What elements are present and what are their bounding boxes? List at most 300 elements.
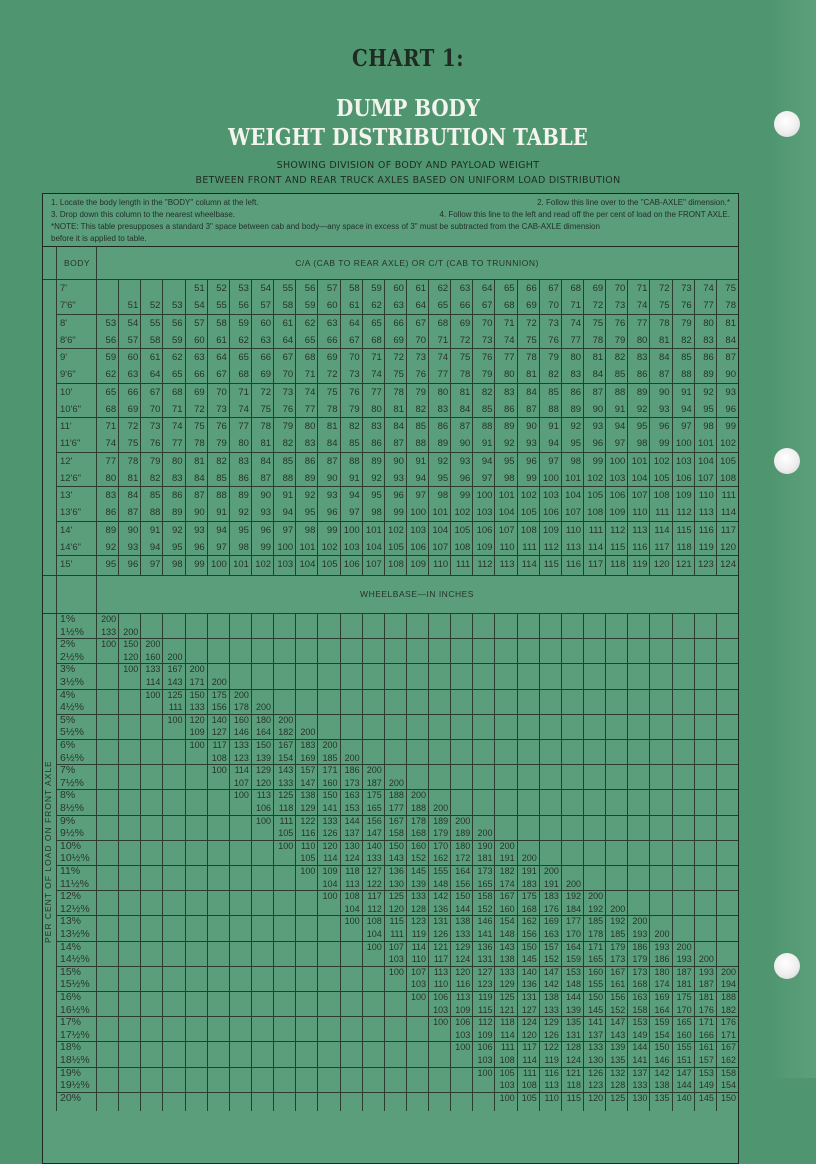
column-divider xyxy=(362,279,363,575)
cab-axle-cell: 88 xyxy=(349,455,360,467)
cab-axle-cell: 88 xyxy=(681,369,692,381)
wheelbase-cell: 103 xyxy=(388,954,404,965)
cab-axle-cell: 88 xyxy=(548,403,559,415)
cab-axle-cell: 82 xyxy=(415,403,427,415)
body-length-label: 10'6" xyxy=(60,403,82,415)
percent-load-label: 19½% xyxy=(60,1079,90,1092)
cab-axle-cell: 84 xyxy=(526,386,537,398)
wheelbase-cell: 148 xyxy=(433,878,449,889)
wheelbase-cell: 151 xyxy=(676,1055,692,1065)
wheelbase-cell: 170 xyxy=(565,929,582,939)
cab-axle-cell: 58 xyxy=(282,300,294,312)
wheelbase-cell: 113 xyxy=(345,878,360,889)
cab-axle-cell: 86 xyxy=(504,403,515,415)
cab-axle-cell: 65 xyxy=(171,369,183,381)
cab-axle-cell: 82 xyxy=(216,455,227,467)
cab-axle-cell: 105 xyxy=(653,472,670,484)
percent-load-label: 13½% xyxy=(60,928,90,940)
cab-axle-cell: 91 xyxy=(481,438,493,450)
cab-axle-cell: 70 xyxy=(415,334,427,346)
wheelbase-cell: 110 xyxy=(301,840,316,851)
column-divider xyxy=(694,613,695,1111)
cab-axle-cell: 99 xyxy=(592,455,604,467)
wheelbase-cell: 100 xyxy=(433,1017,449,1028)
wheelbase-cell: 112 xyxy=(367,903,382,914)
wheelbase-cell: 122 xyxy=(543,1042,559,1053)
body-length-label: 12'6" xyxy=(60,472,82,484)
row-divider xyxy=(56,663,738,664)
cab-axle-cell: 118 xyxy=(610,559,626,570)
percent-load-label: 13% xyxy=(60,915,82,928)
cab-axle-cell: 64 xyxy=(149,369,161,381)
column-divider xyxy=(406,613,407,1111)
cab-axle-cell: 106 xyxy=(476,524,493,536)
wheelbase-cell: 103 xyxy=(411,979,427,990)
cab-axle-cell: 104 xyxy=(565,490,582,501)
cab-axle-cell: 116 xyxy=(632,541,648,553)
wheelbase-cell: 158 xyxy=(720,1067,736,1078)
wheelbase-cell: 171 xyxy=(189,677,205,687)
wheelbase-cell: 123 xyxy=(411,916,427,927)
cab-axle-cell: 51 xyxy=(127,300,139,312)
cab-axle-cell: 87 xyxy=(592,386,604,398)
cab-axle-cell: 56 xyxy=(171,317,183,329)
cab-axle-cell: 91 xyxy=(149,524,161,536)
percent-load-label: 8½% xyxy=(60,802,84,814)
wheelbase-cell: 156 xyxy=(366,815,382,826)
wheelbase-cell: 116 xyxy=(455,979,471,990)
cab-axle-cell: 79 xyxy=(282,421,294,432)
wheelbase-cell: 171 xyxy=(322,765,338,776)
wheelbase-cell: 120 xyxy=(388,903,404,914)
cab-axle-cell: 94 xyxy=(681,403,692,415)
wheelbase-cell: 131 xyxy=(477,954,493,965)
cab-axle-cell: 67 xyxy=(481,300,493,312)
column-divider xyxy=(295,613,296,1111)
cab-axle-cell: 66 xyxy=(326,334,338,346)
cab-axle-cell: 78 xyxy=(526,352,537,363)
cab-axle-cell: 77 xyxy=(570,334,582,346)
cab-axle-cell: 96 xyxy=(459,472,471,484)
wheelbase-cell: 108 xyxy=(211,752,227,763)
cab-axle-cell: 96 xyxy=(658,421,670,432)
cab-axle-cell: 67 xyxy=(282,352,294,363)
percent-load-label: 16% xyxy=(60,991,82,1003)
body-length-label: 12' xyxy=(60,455,73,467)
cab-axle-cell: 68 xyxy=(504,300,515,312)
cab-axle-cell: 95 xyxy=(304,507,316,519)
wheelbase-cell: 127 xyxy=(477,966,493,977)
wheelbase-cell: 165 xyxy=(477,878,493,889)
cab-axle-cell: 101 xyxy=(233,559,249,570)
wheelbase-cell: 193 xyxy=(676,954,692,965)
cab-axle-cell: 112 xyxy=(610,524,626,536)
cab-axle-cell: 73 xyxy=(415,352,427,363)
wheelbase-cell: 167 xyxy=(388,815,404,826)
cab-axle-cell: 79 xyxy=(548,352,559,363)
cab-axle-cell: 52 xyxy=(216,283,227,294)
cab-axle-cell: 71 xyxy=(105,421,117,432)
cab-axle-cell: 93 xyxy=(260,507,272,519)
cab-axle-cell: 83 xyxy=(636,352,648,363)
cab-axle-cell: 66 xyxy=(127,386,139,398)
wheelbase-cell: 108 xyxy=(499,1055,515,1065)
column-divider xyxy=(96,575,97,613)
column-divider xyxy=(605,279,606,575)
cab-axle-cell: 88 xyxy=(149,507,161,519)
cab-axle-cell: 83 xyxy=(570,369,582,381)
cab-axle-cell: 107 xyxy=(432,541,449,553)
wheelbase-cell: 104 xyxy=(344,903,360,914)
cab-axle-cell: 100 xyxy=(476,490,493,501)
wheelbase-cell: 133 xyxy=(322,815,338,826)
cab-axle-cell: 89 xyxy=(570,403,582,415)
column-divider xyxy=(472,613,473,1111)
cab-axle-cell: 98 xyxy=(171,559,183,570)
wheelbase-cell: 103 xyxy=(455,1029,471,1040)
wheelbase-cell: 119 xyxy=(411,929,427,939)
cab-axle-cell: 86 xyxy=(304,455,316,467)
cab-axle-cell: 80 xyxy=(504,369,515,381)
wheelbase-cell: 160 xyxy=(676,1029,692,1040)
percent-load-label: 1% xyxy=(60,613,76,625)
cab-axle-cell: 99 xyxy=(194,559,205,570)
wheelbase-cell: 179 xyxy=(433,828,449,839)
wheelbase-cell: 150 xyxy=(322,790,338,801)
cab-axle-cell: 82 xyxy=(149,472,161,484)
wheelbase-cell: 176 xyxy=(720,1017,736,1028)
wheelbase-cell: 160 xyxy=(588,966,604,977)
row-divider xyxy=(56,815,738,816)
wheelbase-cell: 129 xyxy=(256,765,272,776)
cab-axle-cell: 92 xyxy=(371,472,382,484)
cab-axle-cell: 58 xyxy=(349,283,360,294)
cab-axle-cell: 108 xyxy=(454,541,471,553)
cab-axle-cell: 94 xyxy=(415,472,427,484)
wheelbase-cell: 135 xyxy=(654,1092,670,1103)
wheelbase-cell: 139 xyxy=(565,1004,582,1015)
cab-axle-cell: 97 xyxy=(415,490,427,501)
cab-axle-cell: 84 xyxy=(592,369,604,381)
cab-axle-cell: 75 xyxy=(459,352,471,363)
column-divider xyxy=(96,246,97,575)
cab-axle-cell: 61 xyxy=(149,352,161,363)
wheelbase-cell: 187 xyxy=(366,777,382,788)
cab-axle-cell: 106 xyxy=(410,541,427,553)
cab-axle-cell: 105 xyxy=(321,559,338,570)
wheelbase-cell: 127 xyxy=(521,1004,537,1015)
cab-axle-cell: 88 xyxy=(415,438,427,450)
row-divider xyxy=(56,452,738,453)
row-divider xyxy=(56,555,738,556)
wheelbase-cell: 178 xyxy=(411,815,427,826)
cab-axle-cell: 83 xyxy=(171,472,183,484)
column-divider xyxy=(472,279,473,575)
cab-axle-cell: 111 xyxy=(455,559,471,570)
cab-axle-cell: 54 xyxy=(194,300,205,312)
cab-axle-cell: 109 xyxy=(410,559,427,570)
cab-axle-cell: 100 xyxy=(675,438,692,450)
wheelbase-cell: 100 xyxy=(411,992,427,1002)
wheelbase-cell: 114 xyxy=(522,1055,537,1065)
wheelbase-cell: 187 xyxy=(698,979,714,990)
wheelbase-cell: 113 xyxy=(256,790,272,801)
wheelbase-cell: 105 xyxy=(278,828,294,839)
wheelbase-cell: 133 xyxy=(233,740,249,750)
wheelbase-cell: 147 xyxy=(676,1067,692,1078)
cab-axle-cell: 74 xyxy=(371,369,382,381)
wheelbase-cell: 200 xyxy=(167,651,183,662)
cab-axle-cell: 52 xyxy=(149,300,161,312)
cab-axle-cell: 91 xyxy=(614,403,626,415)
wheelbase-cell: 112 xyxy=(478,1017,493,1028)
cab-axle-cell: 95 xyxy=(238,524,249,536)
wheelbase-cell: 115 xyxy=(389,916,404,927)
wheelbase-cell: 118 xyxy=(500,1017,515,1028)
cab-axle-cell: 109 xyxy=(675,490,692,501)
row-divider xyxy=(56,383,738,384)
wheelbase-cell: 182 xyxy=(499,866,515,876)
cab-axle-cell: 53 xyxy=(171,300,183,312)
wheelbase-cell: 188 xyxy=(411,803,427,813)
wheelbase-cell: 192 xyxy=(565,891,582,902)
cab-axle-cell: 76 xyxy=(681,300,692,312)
wheelbase-cell: 152 xyxy=(610,1004,626,1015)
wheelbase-cell: 155 xyxy=(588,979,604,990)
column-divider xyxy=(649,613,650,1111)
cab-axle-cell: 106 xyxy=(343,559,360,570)
cab-axle-cell: 73 xyxy=(282,386,294,398)
wheelbase-cell: 126 xyxy=(322,828,338,839)
cab-axle-cell: 87 xyxy=(326,455,338,467)
cab-axle-cell: 78 xyxy=(459,369,471,381)
cab-axle-cell: 109 xyxy=(543,524,559,536)
wheelbase-cell: 107 xyxy=(388,941,404,952)
wheelbase-cell: 100 xyxy=(101,639,117,650)
cab-axle-cell: 77 xyxy=(504,352,515,363)
percent-load-label: 4½% xyxy=(60,701,84,714)
cab-axle-cell: 64 xyxy=(349,317,360,329)
cab-axle-cell: 72 xyxy=(658,283,670,294)
wheelbase-cell: 114 xyxy=(146,677,161,687)
wheelbase-cell: 129 xyxy=(499,979,515,990)
row-divider xyxy=(56,1067,738,1068)
cab-axle-cell: 51 xyxy=(194,283,205,294)
cab-axle-cell: 59 xyxy=(105,352,117,363)
cab-axle-cell: 90 xyxy=(725,369,736,381)
cab-axle-cell: 62 xyxy=(238,334,249,346)
wheelbase-cell: 111 xyxy=(390,929,404,939)
wheelbase-cell: 200 xyxy=(123,626,139,637)
cab-axle-cell: 97 xyxy=(481,472,493,484)
column-divider xyxy=(517,279,518,575)
cab-axle-cell: 75 xyxy=(592,317,604,329)
cab-axle-cell: 106 xyxy=(609,490,626,501)
wheelbase-cell: 145 xyxy=(698,1092,714,1103)
wheelbase-cell: 109 xyxy=(477,1029,493,1040)
column-divider xyxy=(207,279,208,575)
wheelbase-cell: 100 xyxy=(366,941,382,952)
wheelbase-cell: 115 xyxy=(566,1092,582,1103)
column-divider xyxy=(450,279,451,575)
cab-axle-cell: 88 xyxy=(216,490,227,501)
cab-axle-cell: 74 xyxy=(304,386,316,398)
cab-axle-cell: 68 xyxy=(105,403,117,415)
wheelbase-cell: 169 xyxy=(300,752,316,763)
column-divider xyxy=(494,613,495,1111)
cab-axle-cell: 97 xyxy=(282,524,294,536)
cab-axle-cell: 69 xyxy=(592,283,604,294)
cab-axle-cell: 88 xyxy=(282,472,294,484)
cab-axle-cell: 76 xyxy=(614,317,626,329)
page-title xyxy=(57,94,759,152)
column-divider xyxy=(317,279,318,575)
cab-axle-cell: 108 xyxy=(720,472,736,484)
wheelbase-cell: 105 xyxy=(499,1067,515,1078)
cab-axle-cell: 101 xyxy=(432,507,449,519)
cab-axle-cell: 92 xyxy=(304,490,316,501)
wheelbase-cell: 185 xyxy=(610,929,626,939)
cab-axle-cell: 92 xyxy=(570,421,582,432)
wheelbase-cell: 142 xyxy=(433,891,449,902)
cab-axle-cell: 116 xyxy=(565,559,582,570)
cab-axle-cell: 114 xyxy=(588,541,604,553)
wheelbase-cell: 127 xyxy=(366,866,382,876)
cab-axle-cell: 59 xyxy=(304,300,316,312)
wheelbase-cell: 193 xyxy=(632,929,648,939)
cab-axle-cell: 104 xyxy=(697,455,714,467)
cab-axle-cell: 60 xyxy=(260,317,272,329)
wheelbase-cell: 156 xyxy=(610,992,626,1002)
wheelbase-cell: 133 xyxy=(588,1042,604,1053)
cab-axle-cell: 95 xyxy=(570,438,582,450)
row-divider xyxy=(56,1016,738,1017)
cab-axle-cell: 92 xyxy=(636,403,648,415)
cab-axle-cell: 66 xyxy=(194,369,205,381)
cab-axle-cell: 86 xyxy=(437,421,449,432)
cab-axle-cell: 80 xyxy=(371,403,382,415)
wheelbase-cell: 200 xyxy=(654,929,670,939)
wheelbase-cell: 106 xyxy=(455,1017,471,1028)
body-length-label: 11'6" xyxy=(60,438,81,450)
cab-axle-cell: 117 xyxy=(588,559,604,570)
cab-axle-cell: 108 xyxy=(520,524,537,536)
cab-axle-cell: 79 xyxy=(415,386,427,398)
wheelbase-cell: 142 xyxy=(543,979,559,990)
wheelbase-cell: 133 xyxy=(145,664,161,675)
cab-axle-cell: 64 xyxy=(415,300,427,312)
cab-axle-cell: 90 xyxy=(194,507,205,519)
cab-axle-cell: 74 xyxy=(238,403,249,415)
row-divider xyxy=(56,739,738,740)
column-divider xyxy=(362,613,363,1111)
cab-axle-cell: 94 xyxy=(614,421,626,432)
wheelbase-cell: 145 xyxy=(411,866,427,876)
cab-axle-cell: 98 xyxy=(636,438,648,450)
cab-axle-cell: 71 xyxy=(504,317,515,329)
wheelbase-cell: 110 xyxy=(544,1092,559,1103)
cab-axle-cell: 72 xyxy=(459,334,471,346)
wheelbase-cell: 147 xyxy=(610,1017,626,1028)
column-divider xyxy=(162,613,163,1111)
wheelbase-cell: 200 xyxy=(300,727,316,738)
cab-axle-cell: 70 xyxy=(548,300,559,312)
wheelbase-cell: 108 xyxy=(344,891,360,902)
wheelbase-cell: 167 xyxy=(167,664,183,675)
cab-axle-cell: 66 xyxy=(260,352,272,363)
wheelbase-cell: 121 xyxy=(499,1004,515,1015)
cab-axle-cell: 75 xyxy=(526,334,537,346)
cab-axle-cell: 92 xyxy=(105,541,117,553)
wheelbase-cell: 150 xyxy=(123,639,139,650)
wheelbase-cell: 109 xyxy=(322,866,338,876)
cab-axle-cell: 83 xyxy=(304,438,316,450)
cab-axle-cell: 96 xyxy=(526,455,537,467)
body-length-label: 10' xyxy=(60,386,73,398)
wheelbase-cell: 139 xyxy=(256,752,272,763)
wheelbase-cell: 186 xyxy=(654,954,670,965)
cab-axle-cell: 102 xyxy=(255,559,272,570)
cab-axle-cell: 89 xyxy=(371,455,382,467)
cab-axle-cell: 120 xyxy=(720,541,736,553)
cab-axle-cell: 100 xyxy=(210,559,227,570)
cab-axle-cell: 89 xyxy=(636,386,648,398)
wheelbase-cell: 178 xyxy=(233,702,249,713)
cab-axle-cell: 76 xyxy=(216,421,227,432)
wheelbase-cell: 179 xyxy=(610,941,626,952)
cab-axle-cell: 86 xyxy=(238,472,249,484)
cab-axle-cell: 71 xyxy=(371,352,382,363)
wheelbase-cell: 125 xyxy=(499,992,515,1002)
cab-axle-cell: 62 xyxy=(171,352,183,363)
wheelbase-cell: 200 xyxy=(610,903,626,914)
wheelbase-cell: 168 xyxy=(632,979,648,990)
cab-axle-cell: 88 xyxy=(614,386,626,398)
cab-axle-cell: 69 xyxy=(127,403,139,415)
column-divider xyxy=(96,613,97,1111)
cab-axle-cell: 76 xyxy=(548,334,559,346)
cab-axle-cell: 94 xyxy=(282,507,294,519)
cab-axle-cell: 91 xyxy=(216,507,227,519)
wheelbase-cell: 154 xyxy=(278,752,294,763)
wheelbase-cell: 100 xyxy=(211,765,227,776)
wheelbase-cell: 125 xyxy=(388,891,404,902)
cab-axle-cell: 76 xyxy=(481,352,493,363)
cab-axle-cell: 103 xyxy=(543,490,559,501)
wheelbase-cell: 124 xyxy=(521,1017,537,1028)
column-divider xyxy=(539,279,540,575)
cab-axle-cell: 74 xyxy=(504,334,515,346)
cab-axle-cell: 102 xyxy=(454,507,471,519)
wheelbase-cell: 137 xyxy=(344,828,360,839)
column-divider xyxy=(450,613,451,1111)
wheelbase-cell: 159 xyxy=(565,954,582,965)
cab-axle-cell: 89 xyxy=(437,438,449,450)
cab-axle-cell: 102 xyxy=(321,541,338,553)
wheelbase-cell: 147 xyxy=(543,966,559,977)
wheelbase-cell: 171 xyxy=(720,1029,736,1040)
wheelbase-cell: 142 xyxy=(654,1067,670,1078)
percent-load-label: 14% xyxy=(60,940,82,953)
cab-axle-cell: 102 xyxy=(720,438,736,450)
wheelbase-cell: 111 xyxy=(279,815,294,826)
wheelbase-cell: 168 xyxy=(521,903,537,914)
wheelbase-cell: 164 xyxy=(565,941,582,952)
instruction-step-2: 2. Follow this line over to the "CAB-AXLE" dimension.* xyxy=(537,198,730,207)
row-divider xyxy=(56,991,738,992)
wheelbase-cell: 130 xyxy=(388,878,404,889)
cab-axle-cell: 90 xyxy=(127,524,139,536)
